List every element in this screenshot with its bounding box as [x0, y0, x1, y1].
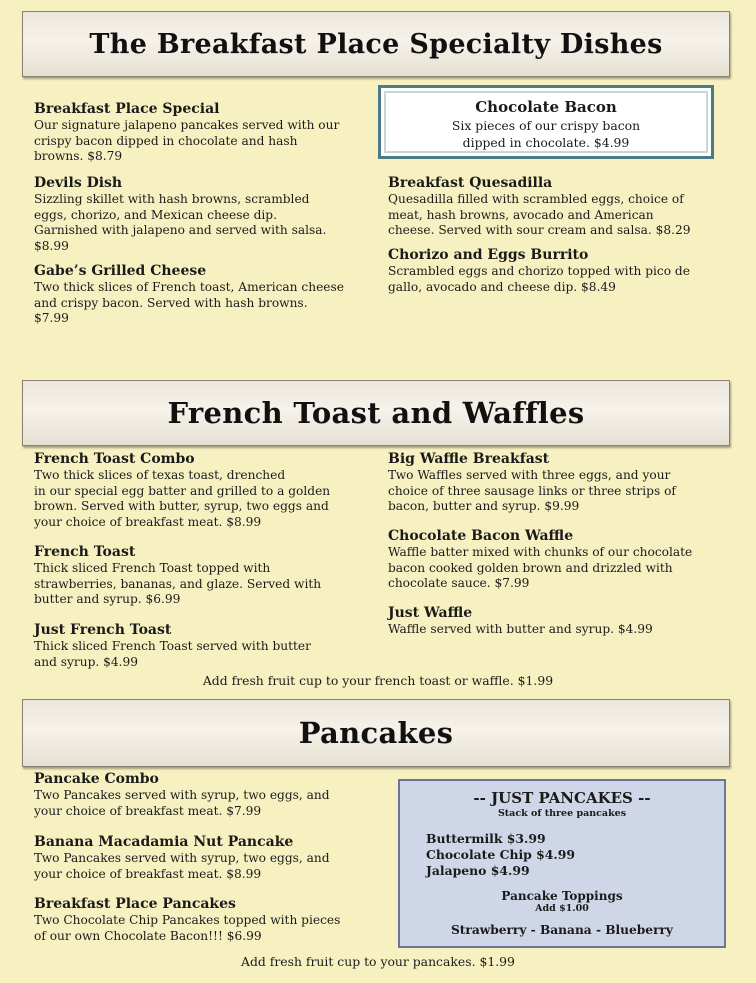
item-desc-line: Sizzling skillet with hash browns, scrambled: [34, 192, 310, 206]
pancakes-banner: [22, 699, 730, 767]
item-desc-line: and syrup. $4.99: [34, 654, 139, 669]
item-desc-line: cheese. Served with sour cream and salsa. $8.29: [388, 223, 691, 238]
item-desc-line: eggs, chorizo, and Mexican cheese dip.: [34, 207, 277, 222]
item-desc-line: strawberries, bananas, and glaze. Served with: [34, 576, 322, 591]
menu-item-french-toast: [34, 543, 379, 608]
section-title-french-toast: French Toast and Waffles: [167, 396, 585, 430]
item-desc-line: your choice of breakfast meat. $8.99: [34, 866, 262, 881]
just-pancakes-box: [398, 779, 726, 948]
item-desc-line: Two Waffles served with three eggs, and your: [388, 468, 671, 482]
pancake-option: Buttermilk $3.99: [426, 831, 546, 846]
menu-item-devils-dish: [34, 174, 374, 254]
french-toast-banner: [22, 380, 730, 446]
item-name: Gabe’s Grilled Cheese: [34, 263, 207, 279]
item-desc-line: your choice of breakfast meat. $8.99: [34, 514, 262, 529]
item-name: Just Waffle: [388, 605, 473, 621]
item-name: Just French Toast: [34, 622, 172, 638]
item-name: Pancake Combo: [34, 771, 159, 787]
item-desc-line: your choice of breakfast meat. $7.99: [34, 803, 262, 818]
item-name: Breakfast Quesadilla: [388, 175, 553, 191]
featured-desc-line: dipped in chocolate. $4.99: [462, 135, 630, 150]
item-desc-line: chocolate sauce. $7.99: [388, 576, 530, 591]
section-title-pancakes: Pancakes: [298, 716, 454, 750]
toppings-title: Pancake Toppings: [501, 889, 623, 903]
menu-item-gabes-grilled-cheese: [34, 262, 374, 327]
item-desc-line: bacon cooked golden brown and drizzled with: [388, 560, 673, 575]
item-desc-line: Thick sliced French Toast topped with: [34, 561, 271, 575]
item-name: Breakfast Place Special: [34, 101, 220, 117]
item-name: Banana Macadamia Nut Pancake: [34, 834, 294, 850]
item-name: Breakfast Place Pancakes: [34, 896, 236, 912]
item-name: Chocolate Bacon Waffle: [388, 528, 574, 544]
item-name: Chorizo and Eggs Burrito: [388, 247, 589, 263]
item-desc-line: Two Pancakes served with syrup, two eggs, and: [34, 788, 330, 802]
item-name: French Toast Combo: [34, 451, 195, 467]
pancakes-fruit-note: Add fresh fruit cup to your pancakes. $1.99: [241, 954, 515, 969]
item-desc-line: Two thick slices of texas toast, drenched: [34, 468, 286, 482]
pancake-option: Jalapeno $4.99: [426, 863, 530, 878]
menu-item-french-toast-combo: [34, 450, 379, 530]
item-desc-line: brown. Served with butter, syrup, two eggs and: [34, 499, 329, 514]
menu-item-breakfast-place-pancakes: [34, 895, 384, 944]
toppings-price: Add $1.00: [535, 903, 589, 914]
item-desc-line: of our own Chocolate Bacon!!! $6.99: [34, 928, 262, 943]
item-desc-line: meat, hash browns, avocado and American: [388, 207, 654, 222]
item-desc-line: and crispy bacon. Served with hash browns.: [34, 295, 308, 310]
item-desc-line: gallo, avocado and cheese dip. $8.49: [388, 279, 616, 294]
item-name: Big Waffle Breakfast: [388, 451, 550, 467]
item-name: French Toast: [34, 544, 136, 560]
section-title-specialty: The Breakfast Place Specialty Dishes: [89, 28, 663, 60]
just-pancakes-title: -- JUST PANCAKES --: [473, 789, 651, 807]
item-desc-line: butter and syrup. $6.99: [34, 592, 181, 607]
item-desc-line: Thick sliced French Toast served with butter: [34, 639, 311, 653]
menu-item-breakfast-place-special: [34, 100, 374, 165]
featured-chocolate-bacon: [378, 85, 714, 159]
menu-item-just-waffle: [388, 604, 738, 638]
menu-item-breakfast-quesadilla: [388, 174, 738, 239]
menu-item-pancake-combo: [34, 770, 384, 819]
item-desc-line: Waffle served with butter and syrup. $4.99: [388, 622, 653, 636]
item-desc-line: Our signature jalapeno pancakes served with our: [34, 118, 340, 132]
pancake-option: Chocolate Chip $4.99: [426, 847, 575, 862]
featured-name: Chocolate Bacon: [475, 98, 617, 116]
item-desc-line: Quesadilla filled with scrambled eggs, choice of: [388, 192, 684, 206]
item-desc-line: $7.99: [34, 311, 69, 326]
toppings-list: Strawberry - Banana - Blueberry: [451, 923, 673, 937]
item-desc-line: Garnished with jalapeno and served with salsa.: [34, 223, 327, 238]
specialty-banner: [22, 11, 730, 77]
item-desc-line: in our special egg batter and grilled to a golden: [34, 483, 331, 498]
menu-item-just-french-toast: [34, 621, 379, 670]
item-desc-line: Waffle batter mixed with chunks of our chocolate: [388, 545, 693, 559]
just-pancakes-subtitle: Stack of three pancakes: [497, 808, 627, 819]
item-desc-line: Two Pancakes served with syrup, two eggs, and: [34, 851, 330, 865]
menu-item-chocolate-bacon-waffle: [388, 527, 738, 592]
item-desc-line: Two Chocolate Chip Pancakes topped with pieces: [34, 913, 341, 927]
featured-desc-line: Six pieces of our crispy bacon: [451, 118, 641, 133]
item-desc-line: bacon, butter and syrup. $9.99: [388, 499, 580, 514]
item-desc-line: crispy bacon dipped in chocolate and hash: [34, 133, 298, 148]
french-toast-fruit-note: Add fresh fruit cup to your french toast or waffle. $1.99: [202, 673, 554, 688]
menu-item-banana-macadamia: [34, 833, 384, 882]
item-desc-line: $8.99: [34, 238, 69, 253]
item-desc-line: browns. $8.79: [34, 149, 123, 164]
item-name: Devils Dish: [34, 175, 123, 191]
item-desc-line: choice of three sausage links or three strips of: [388, 483, 676, 498]
item-desc-line: Two thick slices of French toast, American cheese: [34, 280, 344, 294]
item-desc-line: Scrambled eggs and chorizo topped with pico de: [388, 264, 690, 278]
menu-item-big-waffle-breakfast: [388, 450, 738, 515]
menu-item-chorizo-eggs-burrito: [388, 246, 738, 295]
